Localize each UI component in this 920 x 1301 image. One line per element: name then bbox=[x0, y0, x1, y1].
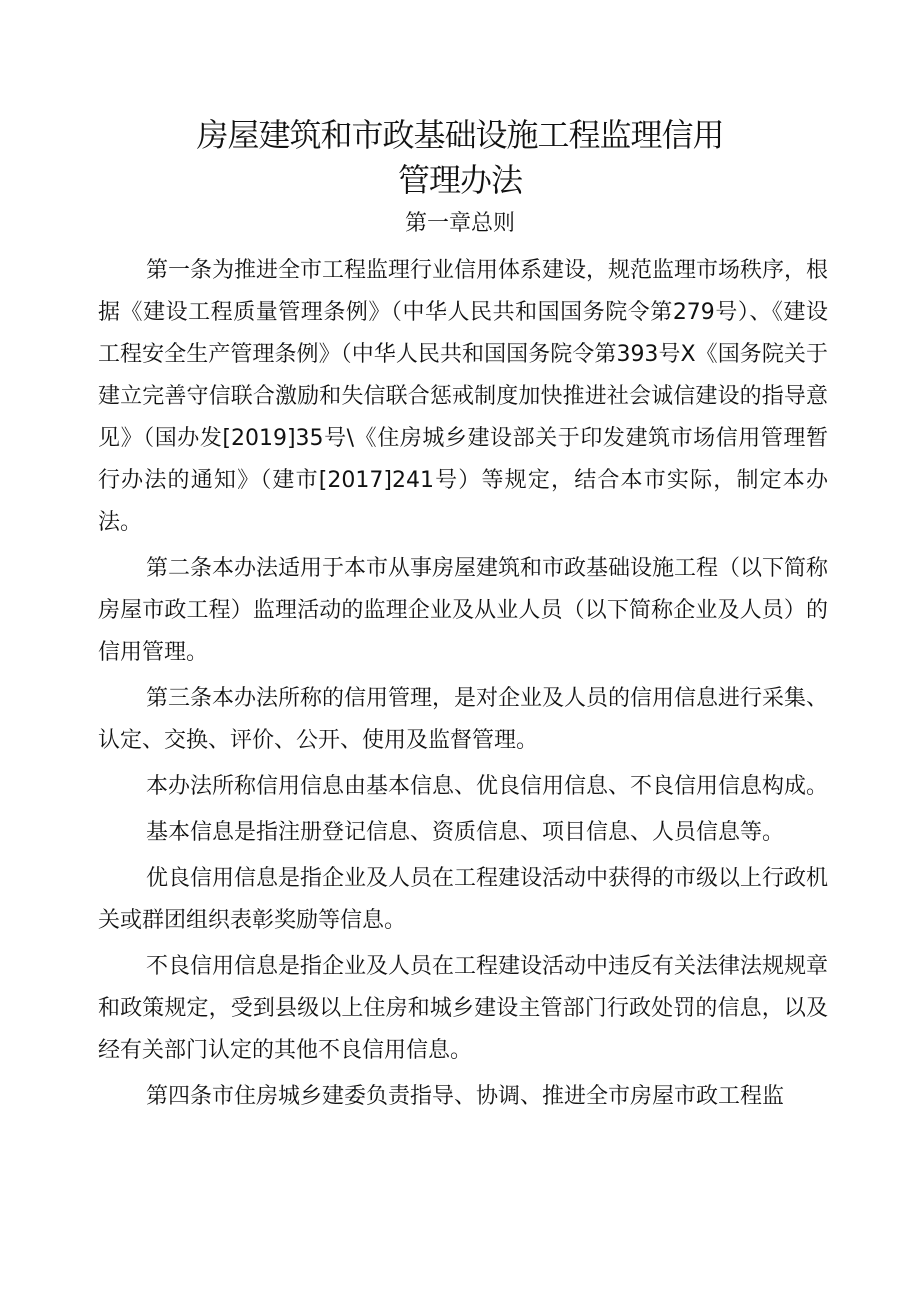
paragraph-bad-credit-info: 不良信用信息是指企业及人员在工程建设活动中违反有关法律法规规章和政策规定，受到县级以上住房和城乡建设主管部门行政处罚的信息，以及经有关部门认定的其他不良信用信息。 bbox=[98, 954, 829, 1063]
paragraph-good-credit-info: 优良信用信息是指企业及人员在工程建设活动中获得的市级以上行政机关或群团组织表彰奖励等信息。 bbox=[98, 866, 829, 933]
document-body bbox=[98, 250, 828, 1122]
paragraph-credit-info-composition: 本办法所称信用信息由基本信息、优良信用信息、不良信用信息构成。 bbox=[146, 774, 829, 799]
paragraph-article-4: 第四条市住房城乡建委负责指导、协调、推进全市房屋市政工程监 bbox=[146, 1084, 785, 1109]
paragraph-article-3: 第三条本办法所称的信用管理，是对企业及人员的信用信息进行采集、认定、交换、评价、公开、使用及监督管理。 bbox=[98, 686, 829, 753]
document-title-line-1: 房屋建筑和市政基础设施工程监理信用 bbox=[196, 116, 724, 154]
paragraph-basic-info: 基本信息是指注册登记信息、资质信息、项目信息、人员信息等。 bbox=[146, 820, 785, 845]
document-title-line-2: 管理办法 bbox=[397, 161, 522, 199]
paragraph-article-1: 第一条为推进全市工程监理行业信用体系建设，规范监理市场秩序，根据《建设工程质量管理条例》（中华人民共和国国务院令第279号）、《建设工程安全生产管理条例》（中华人民共和国国务院令第393号X《国务院关于建立完善守信联合激励和失信联合惩戒制度加快推进社会诚信建设的指导意见》（国办发[2019]35号\《住房城乡建设部关于印发建筑市场信用管理暂行办法的通知》（建市[2017]241号）等规定，结合本市实际，制定本办法。 bbox=[98, 258, 829, 535]
chapter-heading: 第一章总则 bbox=[404, 211, 515, 236]
paragraph-article-2: 第二条本办法适用于本市从事房屋建筑和市政基础设施工程（以下简称房屋市政工程）监理活动的监理企业及从业人员（以下简称企业及人员）的信用管理。 bbox=[98, 556, 829, 665]
